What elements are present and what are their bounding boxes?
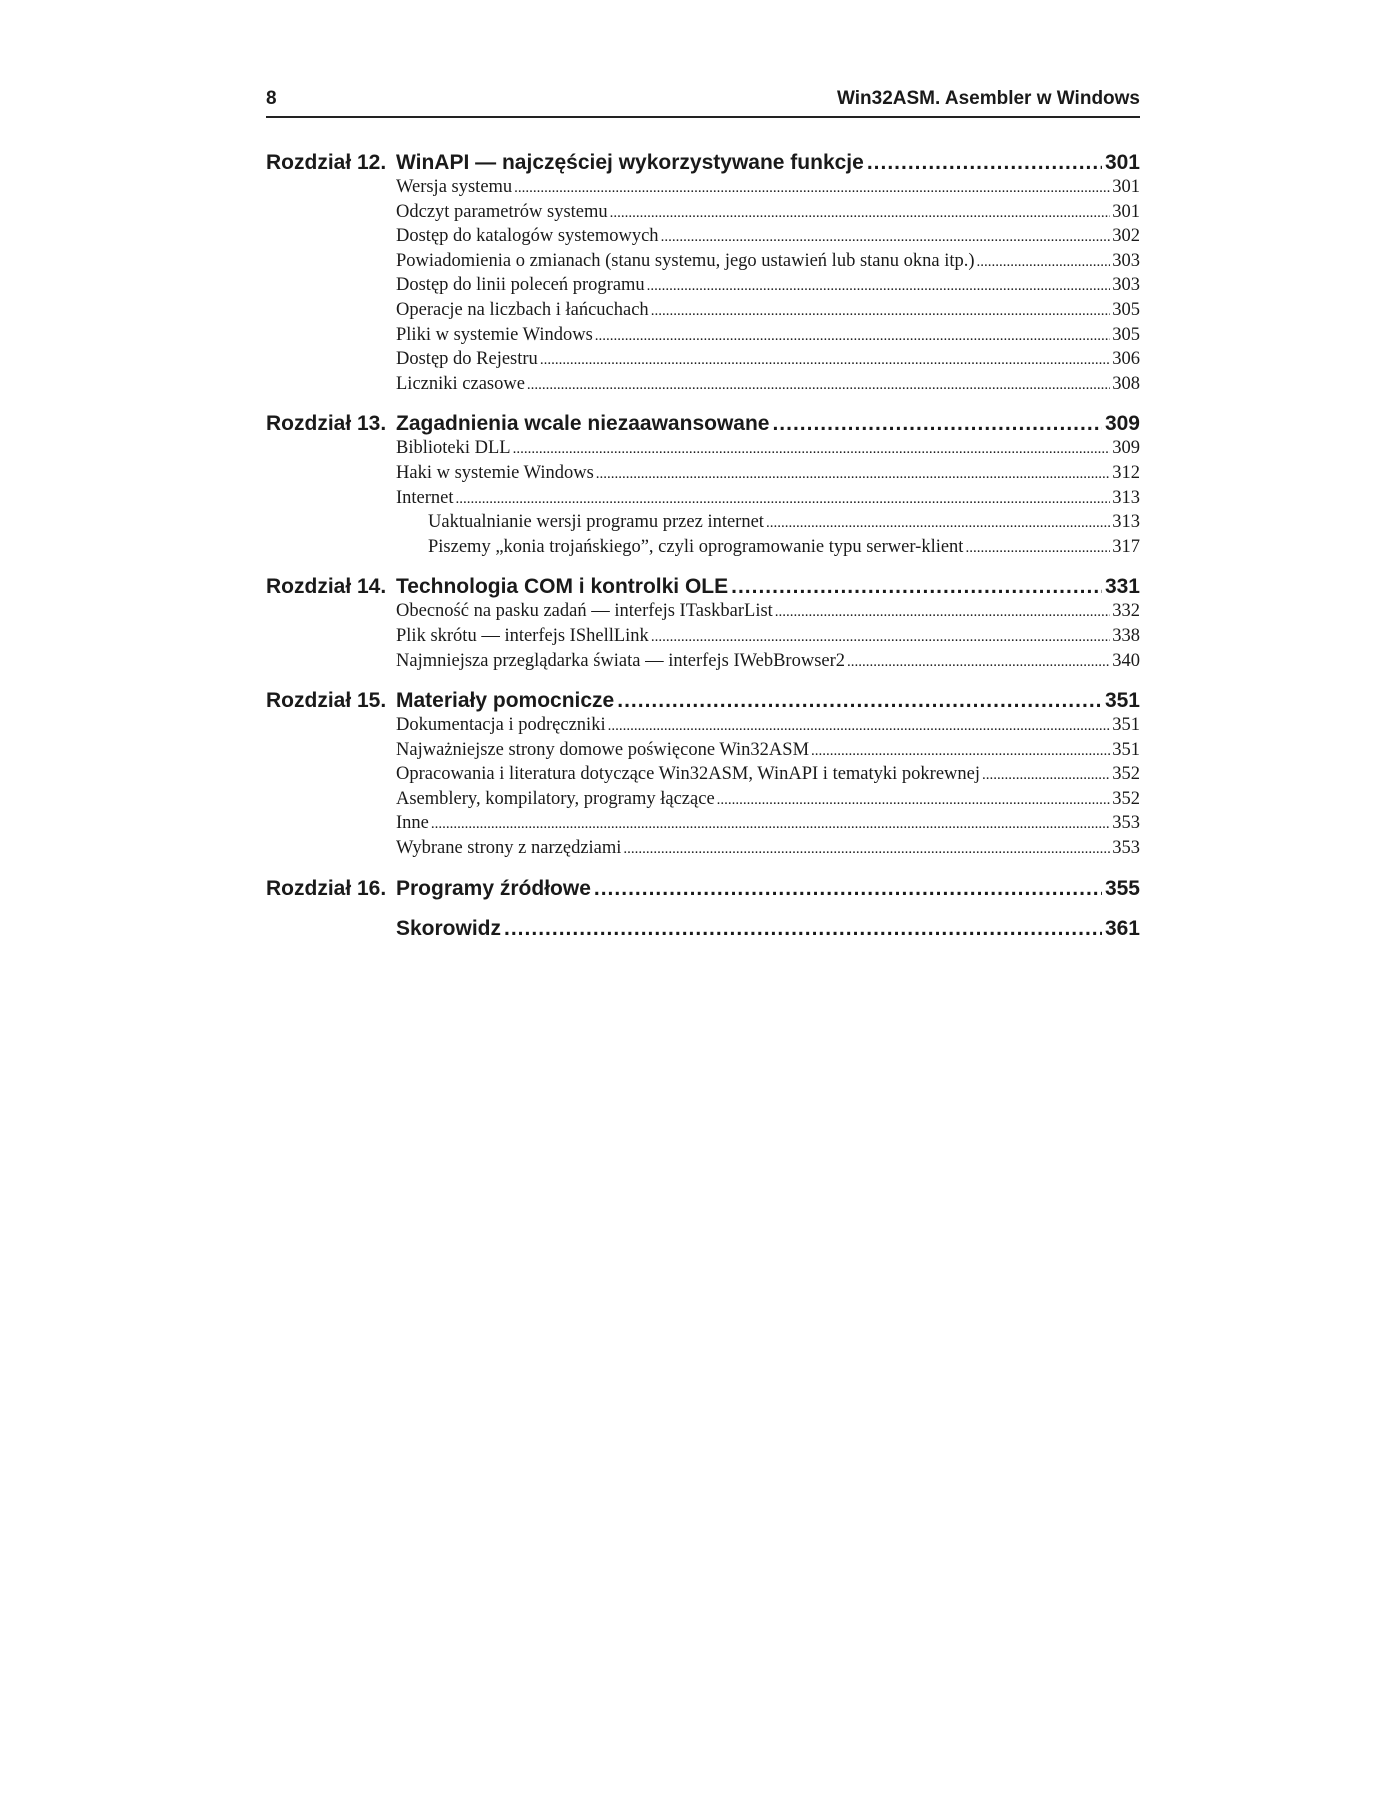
section-entry[interactable] [266,714,1140,739]
section-title: Opracowania i literatura dotyczące Win32ASM, WinAPI i tematyki pokrewnej [396,764,981,785]
dot-leader [608,715,1111,739]
chapter-entry[interactable] [266,688,1140,714]
dot-leader [651,300,1111,324]
chapter-label: Rozdział 15. [266,689,387,713]
dot-leader [647,275,1111,299]
chapter-page-number: 309 [1104,412,1140,436]
section-page-number: 302 [1112,226,1140,247]
chapter-title: Materiały pomocnicze [396,689,615,713]
section-title: Wybrane strony z narzędziami [396,838,622,859]
section-title: Najważniejsze strony domowe poświęcone Win32ASM [396,739,810,760]
section-entry[interactable] [266,812,1140,837]
chapter-label: Rozdział 16. [266,876,387,900]
section-title: Dostęp do linii poleceń programu [396,275,645,296]
section-entry[interactable] [266,274,1140,299]
section-entry[interactable] [266,650,1140,675]
section-entry[interactable] [266,176,1140,201]
section-page-number: 303 [1112,250,1140,271]
section-page-number: 332 [1112,601,1140,622]
toc-chapter [266,876,1140,902]
section-page-number: 306 [1112,349,1140,370]
table-of-contents [266,150,1140,942]
document-page [266,88,1140,956]
dot-leader [540,349,1110,373]
section-entry[interactable] [266,487,1140,512]
dot-leader [527,374,1110,398]
section-title: Dostęp do Rejestru [396,349,538,370]
section-title: Biblioteki DLL [396,438,511,459]
section-title: Haki w systemie Windows [396,462,594,483]
section-page-number: 352 [1112,788,1140,809]
toc-chapter [266,916,1140,942]
dot-leader [617,688,1102,714]
dot-leader [651,626,1110,650]
dot-leader [867,150,1102,176]
book-title: Win32ASM. Asembler w Windows [837,88,1140,109]
section-page-number: 338 [1112,625,1140,646]
section-page-number: 340 [1112,650,1140,671]
chapter-label: Rozdział 14. [266,575,387,599]
section-title: Liczniki czasowe [396,373,525,394]
chapter-title: Technologia COM i kontrolki OLE [396,575,729,599]
dot-leader [610,202,1111,226]
chapter-page-number: 361 [1104,916,1140,940]
dot-leader [514,177,1110,201]
dot-leader [772,411,1101,437]
dot-leader [595,325,1110,349]
dot-leader [965,537,1110,561]
section-page-number: 301 [1112,177,1140,197]
chapter-label: Rozdział 12. [266,151,387,174]
section-page-number: 353 [1112,838,1140,859]
section-title: Piszemy „konia trojańskiego”, czyli oprogramowanie typu serwer-klient [428,536,964,557]
dot-leader [731,574,1102,600]
dot-leader [811,740,1110,764]
section-entry[interactable] [266,324,1140,349]
chapter-entry[interactable] [266,916,1140,942]
section-title: Odczyt parametrów systemu [396,201,608,222]
section-page-number: 312 [1112,462,1140,483]
toc-chapter [266,411,1140,560]
section-entry[interactable] [266,600,1140,625]
chapter-page-number: 351 [1104,689,1140,713]
chapter-entry[interactable] [266,411,1140,437]
section-page-number: 352 [1112,764,1140,785]
section-title: Wersja systemu [396,177,513,197]
section-entry[interactable] [266,536,1140,561]
chapter-page-number: 301 [1104,151,1140,174]
toc-chapter [266,150,1140,397]
dot-leader [977,251,1111,275]
chapter-entry[interactable] [266,150,1140,176]
dot-leader [661,226,1111,250]
dot-leader [594,876,1102,902]
section-title: Internet [396,487,454,508]
section-entry[interactable] [266,250,1140,275]
section-entry[interactable] [266,201,1140,226]
section-title: Asemblery, kompilatory, programy łączące [396,788,715,809]
section-page-number: 305 [1112,324,1140,345]
section-entry[interactable] [266,763,1140,788]
dot-leader [766,512,1110,536]
section-title: Operacje na liczbach i łańcuchach [396,299,649,320]
section-page-number: 353 [1112,813,1140,834]
dot-leader [717,789,1111,813]
toc-chapter [266,688,1140,862]
section-entry[interactable] [266,348,1140,373]
section-title: Dostęp do katalogów systemowych [396,226,659,247]
section-entry[interactable] [266,437,1140,462]
dot-leader [596,463,1110,487]
dot-leader [513,438,1111,462]
section-title: Najmniejsza przeglądarka świata — interfejs IWebBrowser2 [396,650,846,671]
chapter-title: Zagadnienia wcale niezaawansowane [396,412,770,436]
section-entry[interactable] [266,837,1140,862]
section-page-number: 313 [1112,512,1140,533]
chapter-title: WinAPI — najczęściej wykorzystywane funkcje [396,151,864,174]
dot-leader [847,651,1110,675]
section-title: Obecność na pasku zadań — interfejs ITaskbarList [396,601,773,622]
section-page-number: 317 [1112,536,1140,557]
section-page-number: 308 [1112,373,1140,394]
section-page-number: 305 [1112,299,1140,320]
section-title: Pliki w systemie Windows [396,324,593,345]
section-entry[interactable] [266,373,1140,398]
section-title: Plik skrótu — interfejs IShellLink [396,625,649,646]
section-page-number: 301 [1112,201,1140,222]
section-entry[interactable] [266,511,1140,536]
section-entry[interactable] [266,788,1140,813]
dot-leader [456,488,1111,512]
section-title: Inne [396,813,429,834]
section-page-number: 351 [1112,739,1140,760]
chapter-entry[interactable] [266,574,1140,600]
dot-leader [431,813,1110,837]
section-title: Dokumentacja i podręczniki [396,715,606,736]
section-entry[interactable] [266,739,1140,764]
running-header [266,88,1140,118]
chapter-page-number: 331 [1104,575,1140,599]
dot-leader [775,601,1110,625]
page-number: 8 [266,88,277,109]
section-page-number: 303 [1112,275,1140,296]
chapter-title: Programy źródłowe [396,876,591,900]
chapter-entry[interactable] [266,876,1140,902]
chapter-title: Skorowidz [396,916,502,940]
dot-leader [982,764,1110,788]
section-page-number: 351 [1112,715,1140,736]
section-entry[interactable] [266,462,1140,487]
dot-leader [504,916,1102,942]
section-entry[interactable] [266,625,1140,650]
chapter-page-number: 355 [1104,876,1140,900]
dot-leader [623,838,1110,862]
section-page-number: 309 [1112,438,1140,459]
section-title: Uaktualnianie wersji programu przez internet [428,512,764,533]
toc-chapter [266,574,1140,674]
section-page-number: 313 [1112,487,1140,508]
chapter-label: Rozdział 13. [266,412,387,436]
section-entry[interactable] [266,299,1140,324]
section-title: Powiadomienia o zmianach (stanu systemu, jego ustawień lub stanu okna itp.) [396,250,975,271]
section-entry[interactable] [266,225,1140,250]
